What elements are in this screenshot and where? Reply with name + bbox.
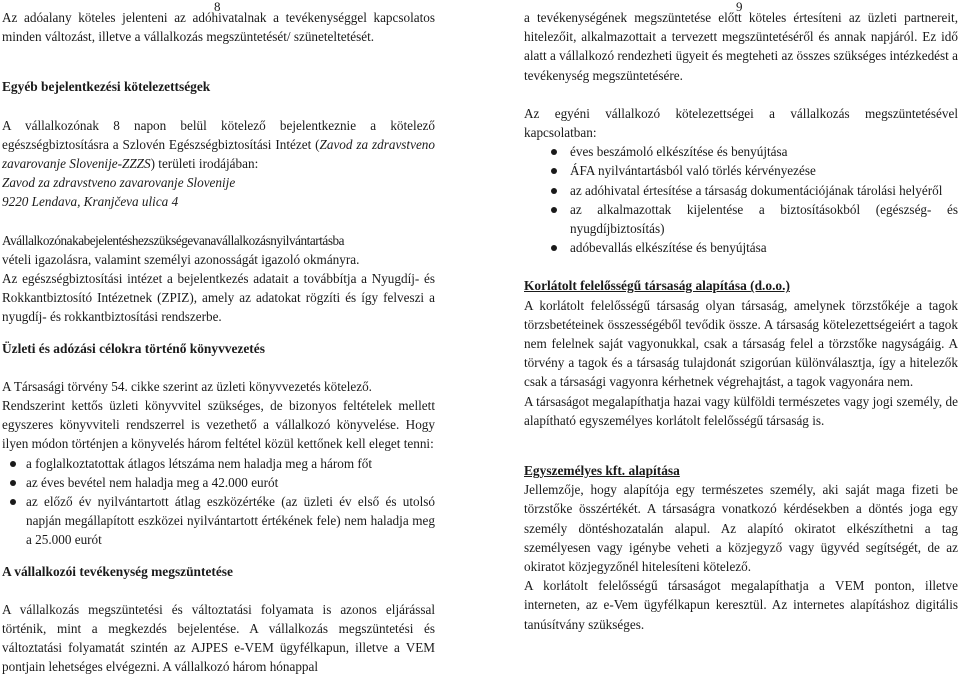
duties-list [524, 142, 958, 257]
list-item [524, 161, 958, 180]
duties-paragraph: Az egyéni vállalkozó kötelezettségei a vállalkozás megszüntetésével kapcsolatban: [524, 105, 958, 141]
bullet-icon [10, 480, 16, 486]
certificate-line-1: Avállalkozónakabejelentéshezszükségevanavállalkozásnyilvántartásba [2, 232, 345, 248]
termination-paragraph: A vállalkozás megszüntetési és változtatási folyamata is azonos eljárással történik, mint a megkezdés bejelentése. A vállalkozás megszüntetési és változtatási folyamatát szintén az AJPES e-VEM ügyfélkapun, illetve a VEM pontjain lehetséges elvégezni. A vállalkozó három hónappal [2, 601, 435, 675]
heading-other-registration: Egyéb bejelentkezési kötelezettségek [2, 79, 211, 95]
list-item [524, 238, 958, 257]
list-item-text: ÁFA nyilvántartásból való törlés kérvényezése [570, 163, 816, 179]
termination-continued-paragraph: a tevékenységének megszüntetése előtt köteles értesíteni az üzleti partnereit, hitelezőit, alkalmazottait a tervezett megszüntetéséről és annak napjáról. Ez idő alatt a vállalkozó rendezheti ügyeit és megteheti az összes szükséges intézkedést a tevékenység megszüntetésére. [524, 10, 958, 83]
intro-paragraph: Az adóalany köteles jelenteni az adóhivatalnak a tevékenységgel kapcsolatos minden változást, illetve a vállalkozás megszüntetését/ szüneteltetését. [2, 10, 435, 45]
list-item-text: éves beszámoló elkészítése és benyújtása [570, 144, 788, 160]
bullet-icon [551, 149, 557, 155]
list-item [2, 454, 435, 473]
bullet-icon [551, 207, 557, 213]
address-line-2: 9220 Lendava, Kranjčeva ulica 4 [2, 194, 179, 210]
bookkeeping-paragraph-1: A Társasági törvény 54. cikke szerint az üzleti könyvvezetés kötelező. [2, 378, 372, 394]
bullet-icon [10, 499, 16, 505]
bookkeeping-conditions-list [2, 454, 435, 550]
kft-paragraph-1: A korlátolt felelősségű társaság olyan társaság, amelynek törzstőkéje a tagok törzsbetéteinek összességéből tevődik össze. A társaság kötelezettségeiért a tagok nem felelnek saját vagyonukkal, csak a társaság felel a törzstőke nagyságáig. A törvény a tagok és a társaság tulajdonát szigorúan különválasztja, így a hitelezők csak a társasági vagyonra kérhetnek végrehajtást, a tagok vagyonára nem. [524, 297, 958, 390]
page-number-right: 9 [736, 0, 743, 14]
health-insurance-paragraph [2, 116, 435, 174]
pension-paragraph: Az egészségbiztosítási intézet a bejelentkezés adatait a továbbítja a Nyugdíj- és Rokkantbiztosító Intézetnek (ZPIZ), amely az adatokat rögzíti és így felveszi a nyugdíj- és rokkantbiztosítási rendszerbe. [2, 271, 435, 325]
list-item-text: adóbevallás elkészítése és benyújtása [570, 240, 767, 256]
list-item-text: az éves bevétel nem haladja meg a 42.000 eurót [26, 474, 279, 490]
address-line-1: Zavod za zdravstveno zavarovanje Slovenije [2, 175, 236, 191]
health-institute-name: Zavod za zdravstveno zavarovanje Slovenije-ZZZS [2, 136, 435, 172]
heading-kft: Korlátolt felelősségű társaság alapítása (d.o.o.) [524, 278, 790, 294]
list-item [2, 492, 435, 550]
list-item-text: az előző év nyilvántartott átlag eszközértéke (az üzleti év első és utolsó napján megállapított eszközei nyilvántartott értékének fele) nem haladja meg a 25.000 eurót [26, 494, 435, 548]
bullet-icon [551, 245, 557, 251]
list-item-text: az alkalmazottak kijelentése a biztosításokból (egészség- és nyugdíjbiztosítás) [570, 201, 958, 237]
kft-paragraph-2: A társaságot megalapíthatja hazai vagy külföldi természetes vagy jogi személy, de alapítható egyszemélyes korlátolt felelősségű társaság is. [524, 393, 958, 428]
health-text-a: A vállalkozónak 8 napon belül kötelező bejelentkeznie a kötelező egészségbiztosításra a Szlovén Egészségbiztosítási Intézet ( [2, 117, 435, 152]
right-column [524, 8, 958, 634]
single-member-paragraph-1: Jellemzője, hogy alapítója egy természetes személy, aki saját maga fizeti be törzstőke összértékét. A társaságra vonatkozó kérdésekben a döntés joga egy személy döntéshozatalán alapul. Az alapító okiratot elkészíthetni a tag személyesen vagy igénybe veheti a közjegyző vagy ügyvéd segítségét, de az okiratot közjegyzőnél hitelesíteni kötelező. [524, 482, 958, 575]
heading-single-member-kft: Egyszemélyes kft. alapítása [524, 463, 680, 479]
page-number-left: 8 [214, 0, 221, 14]
list-item [524, 200, 958, 238]
list-item-text: az adóhivatal értesítése a társaság dokumentációjának tárolási helyéről [570, 182, 943, 198]
heading-termination: A vállalkozói tevékenység megszüntetése [2, 563, 233, 579]
list-item [524, 181, 958, 200]
heading-bookkeeping: Üzleti és adózási célokra történő könyvvezetés [2, 340, 265, 356]
bullet-icon [551, 188, 557, 194]
single-member-paragraph-2: A korlátolt felelősségű társaságot megalapíthatja a VEM ponton, illetve interneten, az e-Vem ügyfélkapun keresztül. Az internetes alapításhoz digitális tanúsítvány szükséges. [524, 578, 958, 632]
list-item [524, 142, 958, 161]
bullet-icon [551, 168, 557, 174]
bullet-icon [10, 461, 16, 467]
certificate-line-2: vételi igazolásra, valamint személyi azonosságát igazoló okmányra. [2, 251, 360, 267]
bookkeeping-paragraph-2: Rendszerint kettős üzleti könyvvitel szükséges, de bizonyos feltételek mellett egyszeres könyvviteli rendszerrel is vezethető a vállalkozó könyvelése. Hogy ilyen módon történjen a könyvelés három feltétel közül kettőnek kell eleget tenni: [2, 398, 435, 452]
list-item-text: a foglalkoztatottak átlagos létszáma nem haladja meg a három főt [26, 455, 373, 471]
list-item [2, 473, 435, 492]
left-column [2, 8, 435, 677]
health-text-b: ) területi irodájában: [150, 156, 259, 172]
